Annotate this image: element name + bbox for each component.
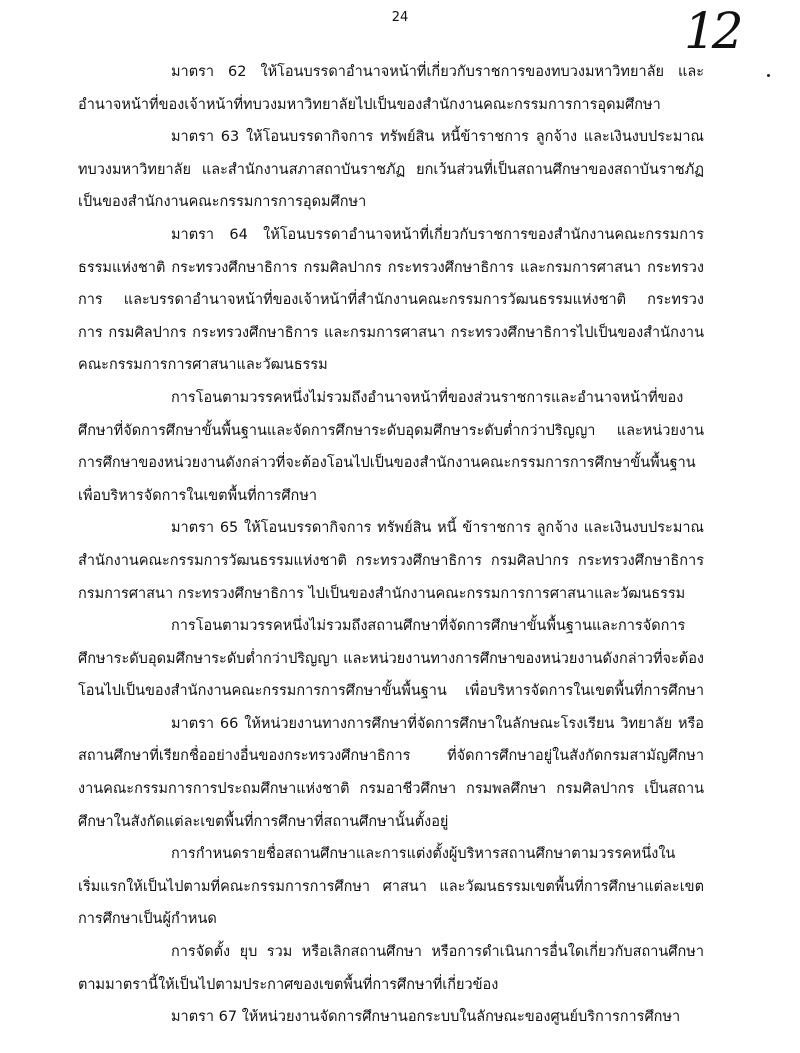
text-line: การจัดตั้ง ยุบ รวม หรือเลิกสถานศึกษา หรือการดำเนินการอื่นใดเกี่ยวกับสถานศึกษา	[171, 944, 704, 961]
text-line: มาตรา 65 ให้โอนบรรดากิจการ ทรัพย์สิน หนี้ ข้าราชการ ลูกจ้าง และเงินงบประมาณ	[171, 520, 704, 537]
text-line: กรมการศาสนา กระทรวงศึกษาธิการ ไปเป็นของสำนักงานคณะกรรมการการศาสนาและวัฒนธรรม	[78, 585, 686, 602]
document-body	[78, 56, 704, 1034]
text-line: ศึกษาที่จัดการศึกษาขั้นพื้นฐานและจัดการศึกษาระดับอุดมศึกษาระดับต่ำกว่าปริญญา และหน่วยงาน	[78, 422, 704, 439]
text-line: การศึกษาของหน่วยงานดังกล่าวที่จะต้องโอนไปเป็นของสำนักงานคณะกรรมการการศึกษาขั้นพื้นฐาน	[78, 455, 696, 472]
text-line: คณะกรรมการการศาสนาและวัฒนธรรม	[78, 357, 328, 374]
text-line: การกำหนดรายชื่อสถานศึกษาและการแต่งตั้งผู้บริหารสถานศึกษาตามวรรคหนึ่งใน	[171, 846, 676, 863]
text-line: การ และบรรดาอำนาจหน้าที่ของเจ้าหน้าที่สำนักงานคณะกรรมการวัฒนธรรมแห่งชาติ กระทรวง	[78, 292, 704, 309]
text-line: ธรรมแห่งชาติ กระทรวงศึกษาธิการ กรมศิลปากร กระทรวงศึกษาธิการ และกรมการศาสนา กระทรวง	[78, 259, 704, 276]
text-line: ศึกษาในสังกัดแต่ละเขตพื้นที่การศึกษาที่สถานศึกษานั้นตั้งอยู่	[78, 813, 449, 830]
text-line: มาตรา 67 ให้หน่วยงานจัดการศึกษานอกระบบในลักษณะของศูนย์บริการการศึกษา	[171, 1009, 681, 1026]
text-line: มาตรา 63 ให้โอนบรรดากิจการ ทรัพย์สิน หนี้ข้าราชการ ลูกจ้าง และเงินงบประมาณ	[171, 129, 704, 146]
text-line: สำนักงานคณะกรรมการวัฒนธรรมแห่งชาติ กระทรวงศึกษาธิการ กรมศิลปากร กระทรวงศึกษาธิการ	[78, 552, 704, 569]
text-line: โอนไปเป็นของสำนักงานคณะกรรมการการศึกษาขั้นพื้นฐาน เพื่อบริหารจัดการในเขตพื้นที่การศึกษา	[78, 683, 704, 700]
text-line: มาตรา 64 ให้โอนบรรดาอำนาจหน้าที่เกี่ยวกับราชการของสำนักงานคณะกรรมการ	[171, 226, 704, 243]
text-line: เป็นของสำนักงานคณะกรรมการการอุดมศึกษา	[78, 194, 367, 211]
text-line: การโอนตามวรรคหนึ่งไม่รวมถึงสถานศึกษาที่จัดการศึกษาขั้นพื้นฐานและการจัดการ	[171, 618, 686, 635]
text-line: การโอนตามวรรคหนึ่งไม่รวมถึงอำนาจหน้าที่ของส่วนราชการและอำนาจหน้าที่ของ	[171, 389, 684, 406]
text-line: ทบวงมหาวิทยาลัย และสำนักงานสภาสถาบันราชภัฏ ยกเว้นส่วนที่เป็นสถานศึกษาของสถาบันราชภัฏ	[78, 161, 704, 178]
text-line: เริ่มแรกให้เป็นไปตามที่คณะกรรมการการศึกษา ศาสนา และวัฒนธรรมเขตพื้นที่การศึกษาแต่ละเขต	[78, 878, 704, 895]
handwritten-page-mark: 12	[684, 2, 740, 60]
text-line: งานคณะกรรมการการประถมศึกษาแห่งชาติ กรมอาชีวศึกษา กรมพลศึกษา กรมศิลปากร เป็นสถาน	[78, 781, 704, 798]
text-line: มาตรา 62 ให้โอนบรรดาอำนาจหน้าที่เกี่ยวกับราชการของทบวงมหาวิทยาลัย และ	[171, 64, 704, 80]
text-line: อำนาจหน้าที่ของเจ้าหน้าที่ทบวงมหาวิทยาลัยไปเป็นของสำนักงานคณะกรรมการการอุดมศึกษา	[78, 96, 661, 113]
text-line: การศึกษาเป็นผู้กำหนด	[78, 911, 217, 928]
text-line: ศึกษาระดับอุดมศึกษาระดับต่ำกว่าปริญญา และหน่วยงานทางการศึกษาของหน่วยงานดังกล่าวที่จะต้อง	[78, 650, 704, 667]
text-line: สถานศึกษาที่เรียกชื่ออย่างอื่นของกระทรวงศึกษาธิการ ที่จัดการศึกษาอยู่ในสังกัดกรมสามัญศึกษา	[78, 748, 704, 765]
text-line: การ กรมศิลปากร กระทรวงศึกษาธิการ และกรมการศาสนา กระทรวงศึกษาธิการไปเป็นของสำนักงาน	[78, 324, 704, 341]
text-line: ตามมาตรานี้ให้เป็นไปตามประกาศของเขตพื้นที่การศึกษาที่เกี่ยวข้อง	[78, 976, 499, 993]
scan-speck	[767, 74, 770, 77]
page-number: 24	[391, 10, 409, 25]
text-line: เพื่อบริหารจัดการในเขตพื้นที่การศึกษา	[78, 487, 318, 504]
text-line: มาตรา 66 ให้หน่วยงานทางการศึกษาที่จัดการศึกษาในลักษณะโรงเรียน วิทยาลัย หรือ	[171, 715, 704, 732]
